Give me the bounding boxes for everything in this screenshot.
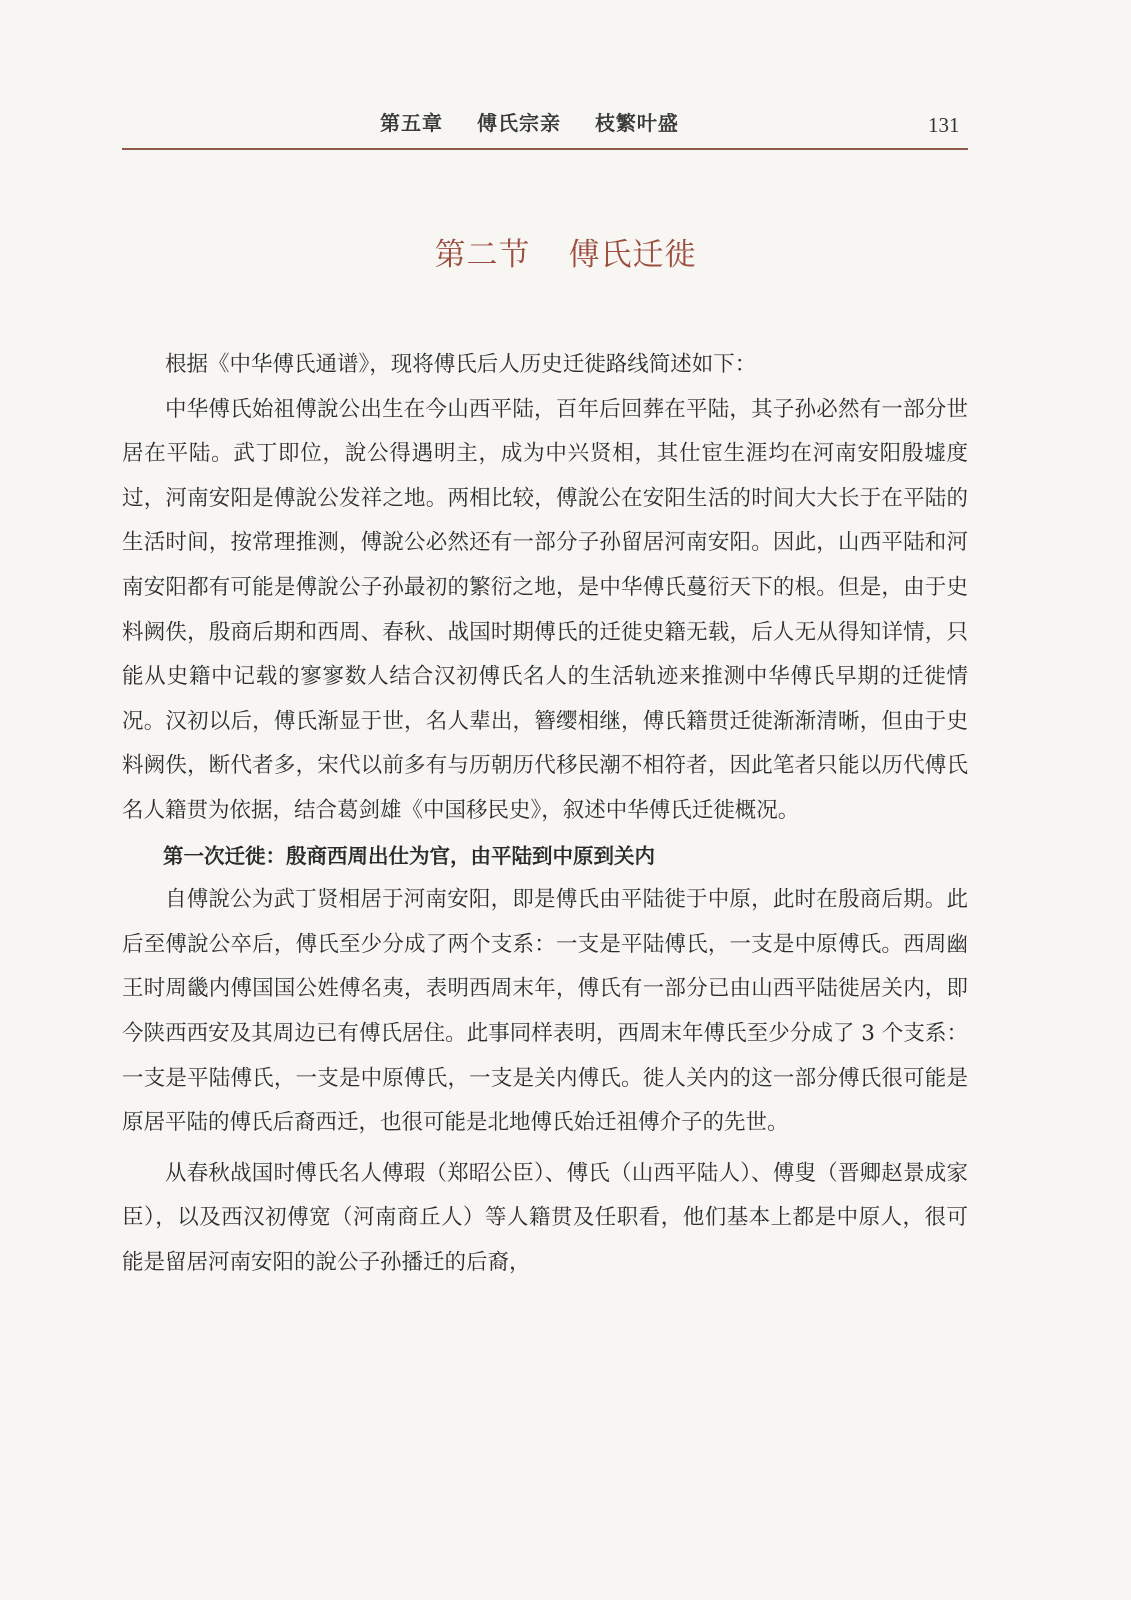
page-number: 131 xyxy=(928,113,960,137)
chapter-title: 傅氏宗亲 xyxy=(476,111,561,135)
running-head xyxy=(380,107,679,136)
paragraph-spring-autumn: 从春秋战国时傅氏名人傅瑕（郑昭公臣）、傅氏（山西平陆人）、傅叟（晋卿赵景成家臣），以及西汉初傅宽（河南商丘人）等人籍贯及任职看，他们基本上都是中原人，很可能是留居河南安阳的說公子孙播迁的后裔， xyxy=(122,1160,968,1275)
paragraph-origins: 中华傅氏始祖傅說公出生在今山西平陆，百年后回葬在平陆，其子孙必然有一部分世居在平陆。武丁即位，說公得遇明主，成为中兴贤相，其仕宦生涯均在河南安阳殷墟度过，河南安阳是傅說公发祥之地。两相比较，傅說公在安阳生活的时间大大长于在平陆的生活时间，按常理推测，傅說公必然还有一部分子孙留居河南安阳。因此，山西平陆和河南安阳都有可能是傅說公子孙最初的繁衍之地，是中华傅氏蔓衍天下的根。但是，由于史料阙佚，殷商后期和西周、春秋、战国时期傅氏的迁徙史籍无载，后人无从得知详情，只能从史籍中记载的寥寥数人结合汉初傅氏名人的生活轨迹来推测中华傅氏早期的迁徙情况。汉初以后，傅氏渐显于世，名人辈出，簪缨相继，傅氏籍贯迁徙渐渐清晰，但由于史料阙佚，断代者多，宋代以前多有与历朝历代移民潮不相符者，因此笔者只能以历代傅氏名人籍贯为依据，结合葛剑雄《中国移民史》，叙述中华傅氏迁徙概况。 xyxy=(122,396,968,823)
body-text xyxy=(122,343,968,1285)
section-title xyxy=(0,229,1131,274)
chapter-subtitle: 枝繁叶盛 xyxy=(594,111,679,135)
subheading-first-migration: 第一次迁徙：殷商西周出仕为官，由平陆到中原到关内 xyxy=(163,843,655,868)
section-number: 第二节 xyxy=(434,237,531,273)
paragraph-first-migration: 自傅說公为武丁贤相居于河南安阳，即是傅氏由平陆徙于中原，此时在殷商后期。此后至傅說公卒后，傅氏至少分成了两个支系：一支是平陆傅氏，一支是中原傅氏。西周幽王时周畿内傅国国公姓傅名夷，表明西周末年，傅氏有一部分已由山西平陆徙居关内，即今陕西西安及其周边已有傅氏居住。此事同样表明，西周末年傅氏至少分成了 3 个支系：一支是平陆傅氏，一支是中原傅氏，一支是关内傅氏。徙人关内的这一部分傅氏很可能是原居平陆的傅氏后裔西迁，也很可能是北地傅氏始迁祖傅介子的先世。 xyxy=(122,887,968,1136)
paragraph-intro: 根据《中华傅氏通谱》，现将傅氏后人历史迁徙路线简述如下： xyxy=(165,352,757,377)
chapter-number: 第五章 xyxy=(380,111,443,135)
header-divider xyxy=(122,148,968,150)
section-name: 傅氏迁徙 xyxy=(568,237,697,273)
